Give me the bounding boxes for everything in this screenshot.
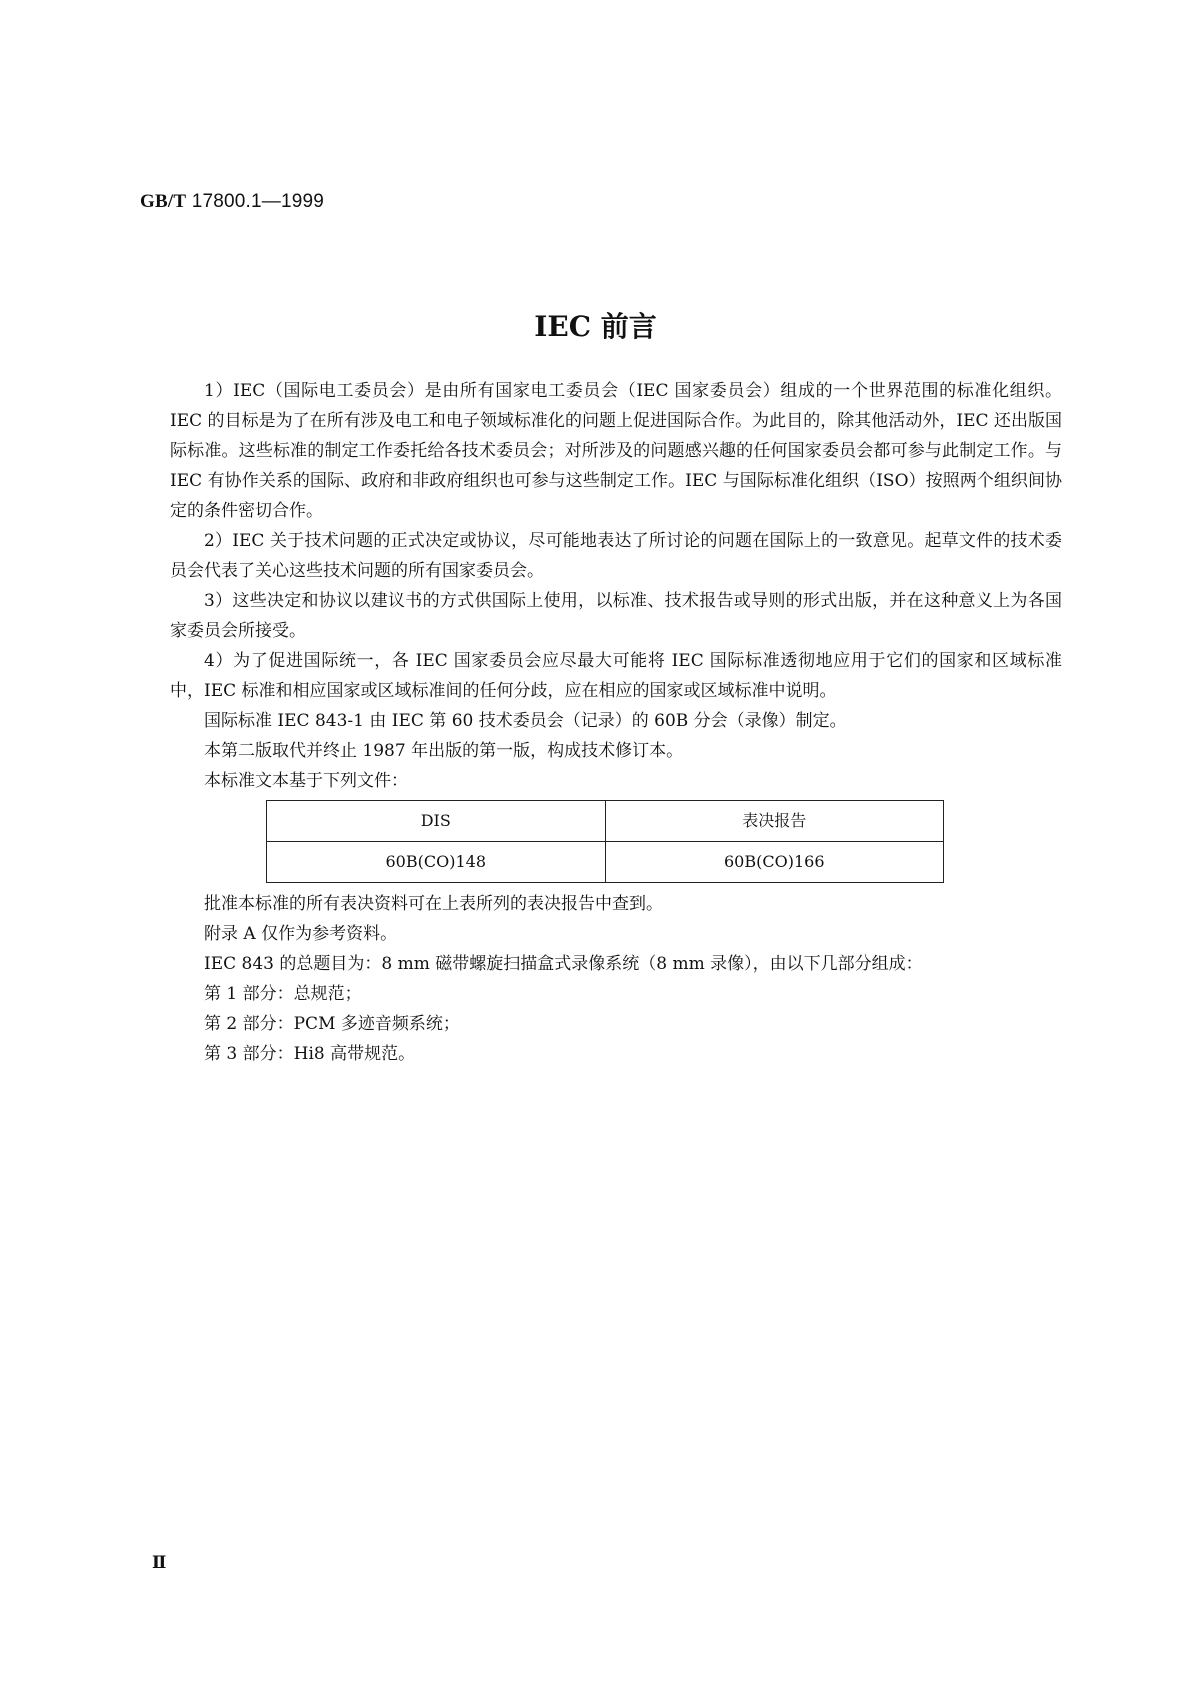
table-cell-voting-report: 60B(CO)166 xyxy=(605,842,944,883)
paragraph-2: 2）IEC 关于技术问题的正式决定或协议，尽可能地表达了所讨论的问题在国际上的一致意见。起草文件的技术委员会代表了关心这些技术问题的所有国家委员会。 xyxy=(170,531,1062,581)
page-number: Ⅱ xyxy=(152,1553,167,1573)
paragraph-1: 1）IEC（国际电工委员会）是由所有国家电工委员会（IEC 国家委员会）组成的一个世界范围的标准化组织。IEC 的目标是为了在所有涉及电工和电子领域标准化的问题上促进国际合作。为此目的，除其他活动外，IEC 还出版国际标准。这些标准的制定工作委托给各技术委员会；对所涉及的问题感兴趣的任何国家委员会都可参与此制定工作。与 IEC 有协作关系的国际、政府和非政府组织也可参与这些制定工作。IEC 与国际标准化组织（ISO）按照两个组织间协定的条件密切合作。 xyxy=(170,381,1062,521)
paragraph-4: 4）为了促进国际统一，各 IEC 国家委员会应尽最大可能将 IEC 国际标准透彻地应用于它们的国家和区域标准中，IEC 标准和相应国家或区域标准间的任何分歧，应在相应的国家或区域标准中说明。 xyxy=(170,651,1062,701)
list-item-part-2: 第 2 部分：PCM 多迹音频系统； xyxy=(204,1014,460,1034)
document-header xyxy=(140,190,324,214)
standard-prefix: GB/T xyxy=(140,191,187,212)
documents-table xyxy=(266,800,944,883)
table-header-voting-report: 表决报告 xyxy=(605,801,944,842)
list-item-part-3: 第 3 部分：Hi8 高带规范。 xyxy=(204,1044,416,1064)
table-header-dis: DIS xyxy=(267,801,606,842)
standard-number: 17800.1—1999 xyxy=(191,191,325,212)
table-header-row xyxy=(267,801,944,842)
paragraph-iec-843-title: IEC 843 的总题目为：8 mm 磁带螺旋扫描盒式录像系统（8 mm 录像），由以下几部分组成： xyxy=(204,954,923,974)
page-title: IEC 前言 xyxy=(534,310,657,343)
paragraph-iec-843-1: 国际标准 IEC 843-1 由 IEC 第 60 技术委员会（记录）的 60B 分会（录像）制定。 xyxy=(204,711,847,731)
paragraph-based-on: 本标准文本基于下列文件： xyxy=(204,771,408,791)
paragraph-second-edition: 本第二版取代并终止 1987 年出版的第一版，构成技术修订本。 xyxy=(204,741,684,761)
paragraph-annex-a: 附录 A 仅作为参考资料。 xyxy=(204,924,398,944)
table-row xyxy=(267,842,944,883)
table-cell-dis: 60B(CO)148 xyxy=(267,842,606,883)
list-item-part-1: 第 1 部分：总规范； xyxy=(204,984,362,1004)
document-body xyxy=(170,376,1062,1069)
paragraph-3: 3）这些决定和协议以建议书的方式供国际上使用，以标准、技术报告或导则的形式出版，并在这种意义上为各国家委员会所接受。 xyxy=(170,591,1062,641)
paragraph-voting-info: 批准本标准的所有表决资料可在上表所列的表决报告中查到。 xyxy=(204,894,663,914)
